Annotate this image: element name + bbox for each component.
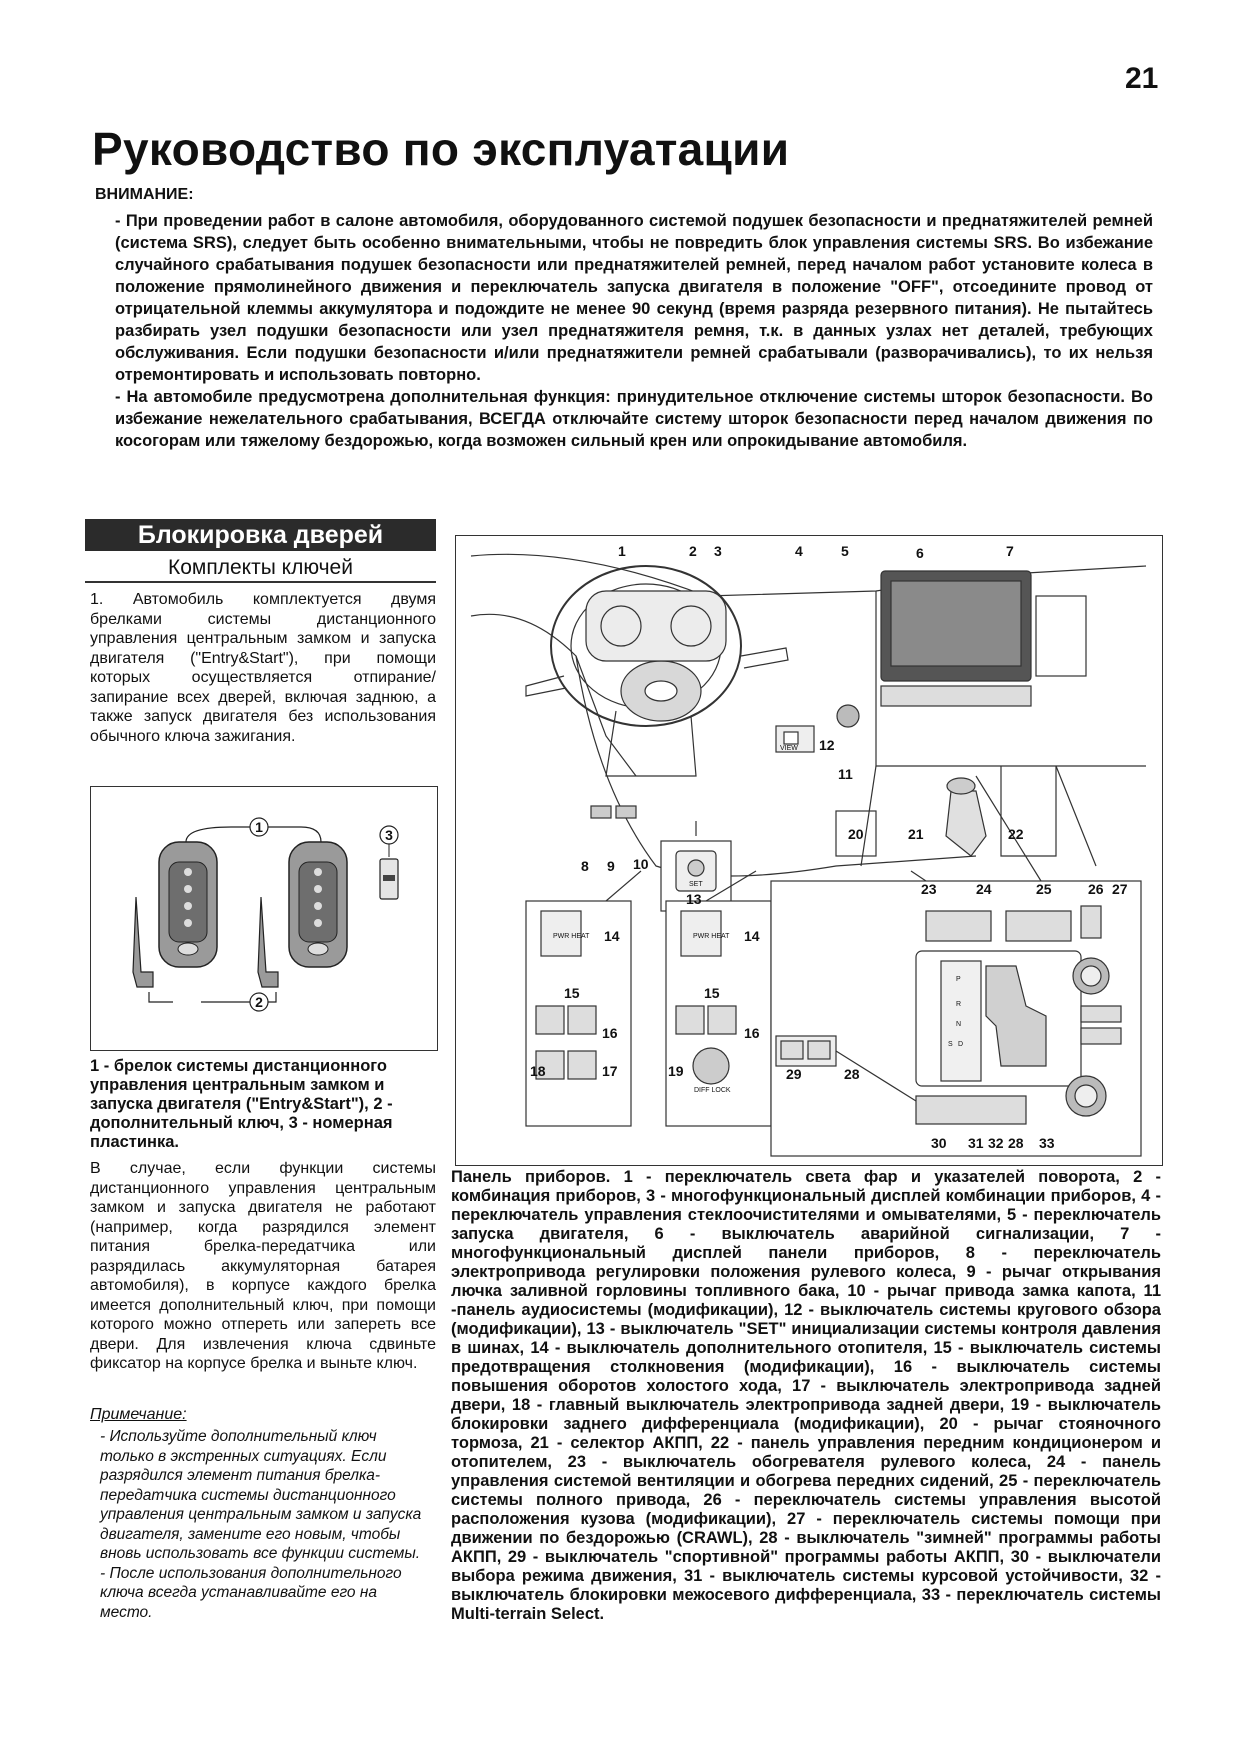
callout-15a: 15 [564,985,580,1001]
section-title: Блокировка дверей [85,519,436,551]
note-heading: Примечание: [90,1406,187,1423]
key-figure [90,786,438,1051]
callout-10: 10 [633,856,649,872]
section-subtitle: Комплекты ключей [85,555,436,583]
callout-11: 11 [838,766,853,782]
set-label: SET [689,881,703,888]
warning-paragraph-1: - При проведении работ в салоне автомобиля, оборудованного системой подушек безопасности и преднатяжителей ремней (система SRS), следует быть особенно внимательными, чтобы не повредить блок управления системы SRS. Во избежание случайного срабатывания подушек безопасности или преднатяжителей ремней, перед началом работ установите колеса в положение прямолинейного движения и переключатель запуска двигателя в положение "OFF", отсоедините провод от отрицательной клеммы аккумулятора и подождите не менее 90 секунд (время разряда резервного питания). Не пытайтесь разбирать узел подушки безопасности или узел преднатяжителя ремня, т.к. в данных узлах нет деталей, требующих обслуживания. Если подушки безопасности и/или преднатяжители ремней срабатывали (разворачивались), то их нельзя отремонтировать и использовать повторно. [115,212,1153,384]
body-text: В случае, если функции системы дистанционного управления центральным замком и запуска двигателя не работают (например, когда разрядился элемент питания брелка-передатчика или разрядилась аккумуляторная батарея автомобиля), в корпусе каждого брелка имеется дополнительный ключ, при помощи которого можно отпереть или запереть все двери. Для извлечения ключа сдвиньте фиксатор на корпусе брелка и выньте ключ. [90,1160,436,1372]
pwr-heat-label-left: PWR HEAT [553,933,590,940]
dashboard-drawing [456,536,1162,1165]
callout-31: 31 [968,1135,984,1151]
callout-1: 1 [618,543,626,559]
diff-lock-label: DIFF LOCK [694,1087,731,1094]
key-callout-3: 3 [385,827,393,843]
warning-heading: ВНИМАНИЕ: [95,186,194,203]
callout-14a: 14 [604,928,620,944]
callout-2: 2 [689,543,697,559]
note-2: - После использования дополнительного ключа всегда устанавливайте его на место. [100,1564,402,1621]
shift-p: P [956,976,961,983]
callout-18: 18 [530,1063,546,1079]
note-block [100,1427,433,1622]
callout-16b: 16 [744,1025,760,1041]
callout-25: 25 [1036,881,1052,897]
key-figure-drawing [91,787,437,1050]
callout-7: 7 [1006,543,1014,559]
callout-5: 5 [841,543,849,559]
callout-6: 6 [916,545,924,561]
callout-32: 32 [988,1135,1004,1151]
callout-4: 4 [795,543,803,559]
page-number: 21 [1125,62,1159,95]
callout-22: 22 [1008,826,1024,842]
body-paragraph [90,1159,436,1374]
key-figure-caption: 1 - брелок системы дистанционного управления центральным замком и запуска двигателя ("Entry&Start"), 2 - дополнительный ключ, 3 - номерная пластинка. [90,1057,393,1151]
view-label: VIEW [780,745,798,752]
warning-block [115,210,1153,452]
pwr-heat-label-right: PWR HEAT [693,933,730,940]
callout-13: 13 [686,891,702,907]
intro-paragraph [90,590,436,746]
callout-24: 24 [976,881,992,897]
page-title: Руководство по эксплуатации [92,123,790,175]
note-1: - Используйте дополнительный ключ только в экстренных ситуациях. Если разрядился элемент питания брелка-передатчика системы дистанционного управления центральным замком и запуска двигателя, замените его новым, чтобы вновь использовать все функции системы. [100,1428,422,1562]
callout-23: 23 [921,881,937,897]
callout-16a: 16 [602,1025,618,1041]
dashboard-caption: Панель приборов. 1 - переключатель света фар и указателей поворота, 2 - комбинация приборов, 3 - многофункциональный дисплей комбинации приборов, 4 - переключатель управления стеклоочистителями и омывателями, 5 - переключатель запуска двигателя, 6 - выключатель аварийной сигнализации, 7 - многофункциональный дисплей панели приборов, 8 - переключатель электропривода регулировки положения рулевого колеса, 9 - рычаг открывания лючка заливной горловины топливного бака, 10 - рычаг привода замка капота, 11 -панель аудиосистемы (модификации), 12 - выключатель системы кругового обзора (модификации), 13 - выключатель "SET" инициализации системы контроля давления в шинах, 14 - выключатель дополнительного отопителя, 15 - выключатель системы предотвращения столкновения (модификации), 16 - выключатель системы повышения оборотов холостого хода, 17 - выключатель электропривода задней двери, 18 - главный выключатель электропривода задней двери, 19 - выключатель блокировки заднего дифференциала (модификации), 20 - рычаг стояночного тормоза, 21 - селектор АКПП, 22 - панель управления передним кондиционером и отопителем, 23 - выключатель обогревателя рулевого колеса, 24 - панель управления системой вентиляции и обогрева передних сидений, 25 - переключатель системы полного привода, 26 - переключатель системы управления высотой расположения кузова (модификации), 27 - переключатель системы помощи при движении по бездорожью (CRAWL), 28 - выключатель "зимней" программы работы АКПП, 29 - выключатель "спортивной" программы работы АКПП, 30 - выключатели выбора режима движения, 31 - выключатель системы курсовой устойчивости, 32 - выключатель блокировки межосевого дифференциала, 33 - переключатель системы Multi-terrain Select. [451,1168,1161,1623]
key-callout-1: 1 [255,819,263,835]
callout-30: 30 [931,1135,947,1151]
callout-26: 26 [1088,881,1104,897]
callout-9: 9 [607,858,615,874]
shift-s: S [948,1041,953,1048]
callout-12: 12 [819,737,835,753]
shift-n: N [956,1021,962,1028]
key-callout-2: 2 [255,994,263,1010]
callout-20: 20 [848,826,864,842]
callout-33: 33 [1039,1135,1055,1151]
callout-8: 8 [581,858,589,874]
callout-29: 29 [786,1066,802,1082]
callout-15b: 15 [704,985,720,1001]
callout-19: 19 [668,1063,684,1079]
shift-d: D [958,1041,964,1048]
callout-14b: 14 [744,928,760,944]
warning-paragraph-2: - На автомобиле предусмотрена дополнительная функция: принудительное отключение системы шторок безопасности. Во избежание нежелательного срабатывания, ВСЕГДА отключайте систему шторок безопасности перед началом движения по косогорам или тяжелому бездорожью, когда возможен сильный крен или опрокидывание автомобиля. [115,388,1153,450]
shift-r: R [956,1001,962,1008]
callout-3: 3 [714,543,722,559]
callout-17: 17 [602,1063,618,1079]
callout-21: 21 [908,826,924,842]
callout-28b: 28 [1008,1135,1024,1151]
callout-27: 27 [1112,881,1128,897]
callout-28: 28 [844,1066,860,1082]
dashboard-figure [455,535,1163,1166]
intro-text: 1. Автомобиль комплектуется двумя брелками системы дистанционного управления центральным замком и запуска двигателя ("Entry&Start"), при помощи которых осуществляется отпирание/запирание всех дверей, включая заднюю, а также запуск двигателя без использования обычного ключа зажигания. [90,591,436,745]
